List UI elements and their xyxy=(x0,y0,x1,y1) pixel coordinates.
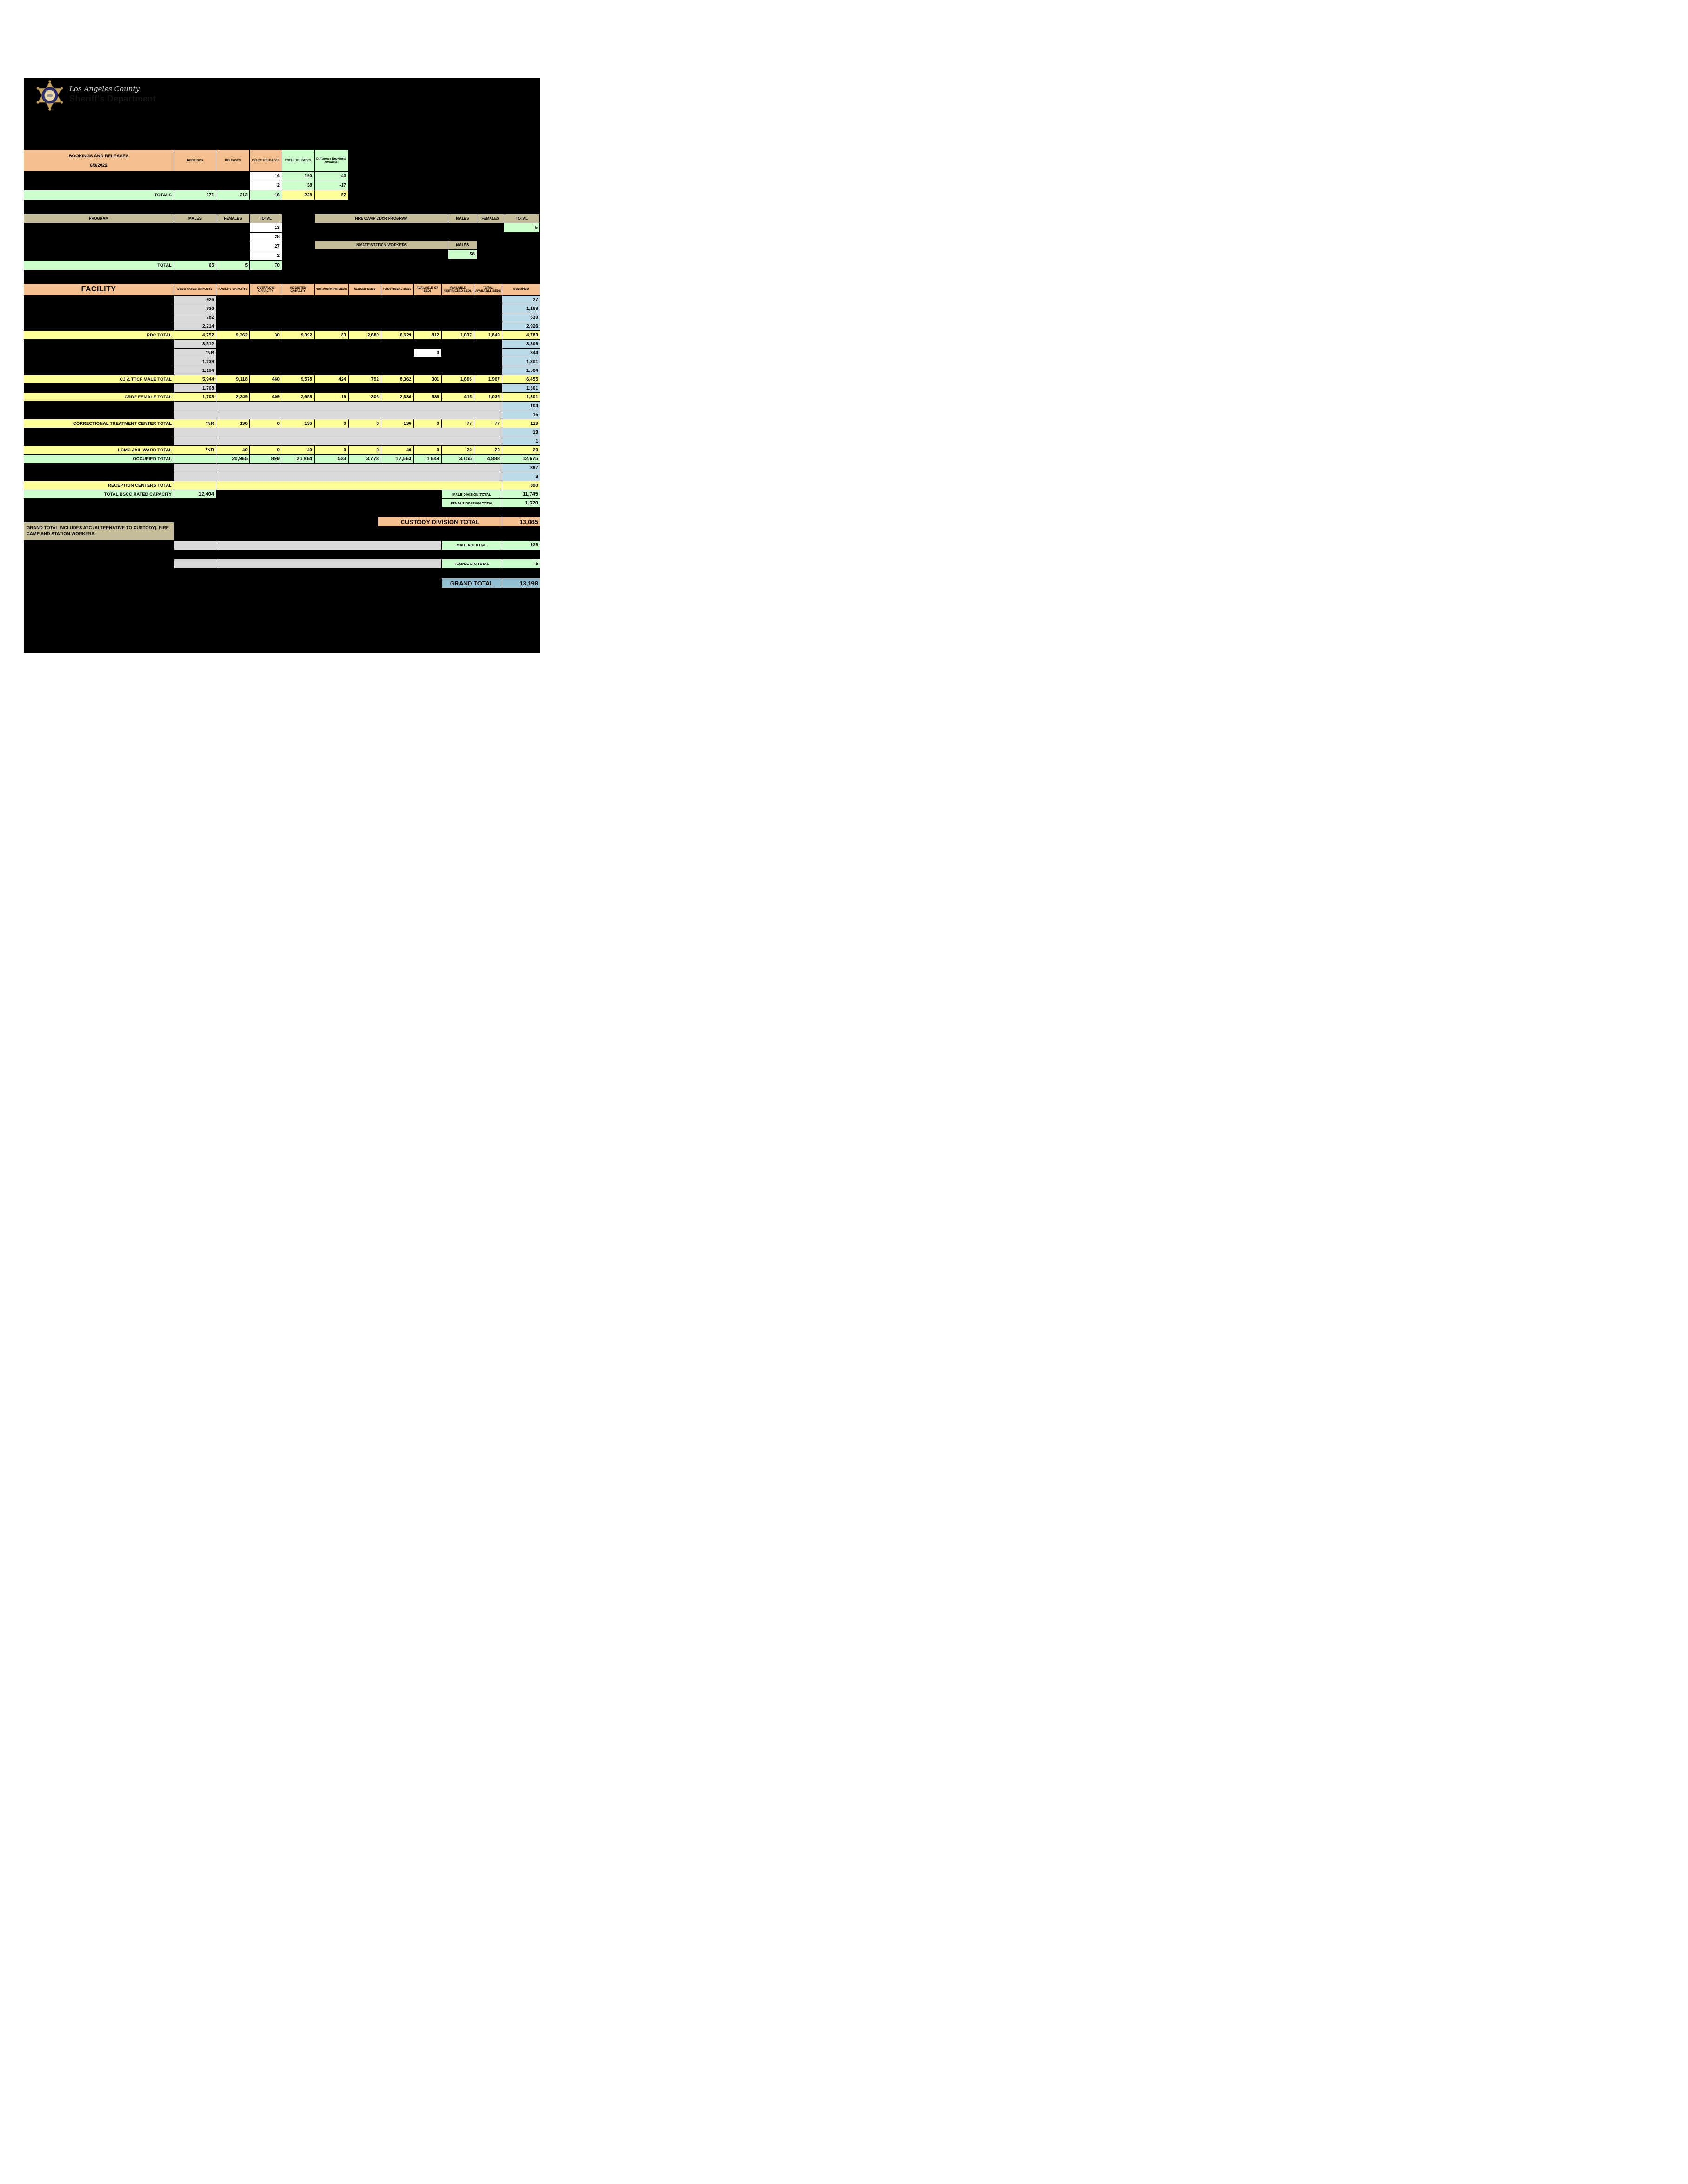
occupied-total-value: 899 xyxy=(250,455,282,463)
col-occupied: OCCUPIED xyxy=(502,284,540,295)
male-atc-total-label: MALE ATC TOTAL xyxy=(442,541,502,550)
bscc-rated-capacity-cell: 2,214 xyxy=(174,322,216,330)
facility-total-value: 0 xyxy=(250,446,282,454)
facility-total-value: 1,037 xyxy=(442,331,474,339)
facility-total-value: 77 xyxy=(442,419,474,428)
facility-total-value: 0 xyxy=(349,446,381,454)
program-totals-row xyxy=(24,261,282,270)
facility-total-value: 40 xyxy=(381,446,413,454)
facility-total-value: 0 xyxy=(315,419,348,428)
bscc-rated-capacity-cell: *NR xyxy=(174,349,216,357)
facility-total-value: 2,680 xyxy=(349,331,381,339)
facility-total-value: 415 xyxy=(442,393,474,401)
facility-row-greyband xyxy=(24,402,540,410)
col-total: TOTAL xyxy=(250,214,282,223)
facility-total-label: PDC TOTAL xyxy=(24,331,174,339)
program-row-total: 2 xyxy=(250,251,282,260)
col-total: TOTAL xyxy=(504,214,539,223)
col-males: MALES xyxy=(448,241,477,249)
occupied-cell: 19 xyxy=(502,428,540,437)
fire-camp-header: FIRE CAMP CDCR PROGRAM xyxy=(315,214,448,223)
facility-row-occupied_total xyxy=(24,455,540,463)
occupied-cell: 1,504 xyxy=(502,366,540,375)
facility-total-value: 306 xyxy=(349,393,381,401)
custody-division-total-row xyxy=(378,517,540,526)
bscc-rated-capacity-cell: 1,194 xyxy=(174,366,216,375)
col-releases: RELEASES xyxy=(216,150,249,171)
col-non-working-beds: NON WORKING BEDS xyxy=(315,284,348,295)
custody-division-total-label: CUSTODY DIVISION TOTAL xyxy=(378,517,502,526)
facility-total-label: CRDF FEMALE TOTAL xyxy=(24,393,174,401)
bscc-rated-capacity-cell: 3,512 xyxy=(174,340,216,348)
fire-camp-row xyxy=(315,223,540,232)
facility-total-value: 460 xyxy=(250,375,282,383)
facility-title: FACILITY xyxy=(24,284,174,295)
facility-total-value: 9,362 xyxy=(216,331,249,339)
occupied-cell: 3 xyxy=(502,472,540,481)
program-row-total: 27 xyxy=(250,242,282,251)
facility-total-value: 6,629 xyxy=(381,331,413,339)
station-workers-row xyxy=(315,250,477,259)
occupied-total-value: 20,965 xyxy=(216,455,249,463)
col-bscc-rated-capacity: BSCC RATED CAPACITY xyxy=(174,284,216,295)
facility-total-value: 196 xyxy=(216,419,249,428)
occupied-cell: 344 xyxy=(502,349,540,357)
grey-band-cell xyxy=(216,428,502,437)
facility-row-data xyxy=(24,340,540,348)
facility-total-value: *NR xyxy=(174,419,216,428)
occupied-cell: 1,301 xyxy=(502,357,540,366)
facility-row-total xyxy=(24,419,540,428)
facility-total-value: 409 xyxy=(250,393,282,401)
bookings-totals-row xyxy=(24,190,349,200)
facility-total-value: 2,249 xyxy=(216,393,249,401)
total-releases-total: 228 xyxy=(282,190,314,200)
grand-total-row xyxy=(442,578,540,588)
facility-row-data xyxy=(24,384,540,392)
facility-total-value: 2,336 xyxy=(381,393,413,401)
registered-mark: ® xyxy=(52,109,54,112)
grand-total-note: GRAND TOTAL INCLUDES ATC (ALTERNATIVE TO CUSTODY), FIRE CAMP AND STATION WORKERS. xyxy=(24,522,174,540)
releases-total: 212 xyxy=(216,190,249,200)
difference-value: -40 xyxy=(315,172,348,181)
bookings-table-title: BOOKINGS AND RELEASES xyxy=(68,153,129,159)
occupied-cell: 1,188 xyxy=(502,304,540,313)
facility-total-value: 1,606 xyxy=(442,375,474,383)
program-total-label: TOTAL xyxy=(24,261,174,270)
facility-row-data xyxy=(24,349,540,357)
bscc-rated-capacity-cell: 926 xyxy=(174,296,216,304)
custody-division-total-value: 13,065 xyxy=(502,517,540,526)
bscc-rated-capacity-cell: 782 xyxy=(174,313,216,322)
facility-row-data xyxy=(24,296,540,304)
male-division-total-value: 11,745 xyxy=(502,490,540,498)
program-females-total: 5 xyxy=(216,261,249,270)
col-bookings: BOOKINGS xyxy=(174,150,216,171)
female-atc-total-value: 5 xyxy=(502,559,540,568)
col-females: FEMALES xyxy=(216,214,249,223)
empty-yellow-cell xyxy=(174,481,216,490)
facility-row-total xyxy=(24,331,540,339)
male-atc-total-value: 128 xyxy=(502,541,540,550)
facility-row-data xyxy=(24,322,540,330)
occupied-cell: 2,926 xyxy=(502,322,540,330)
col-total-available-beds: TOTAL AVAILABLE BEDS xyxy=(474,284,502,295)
agency-name-line2: Sheriff's Department xyxy=(69,94,156,103)
empty-grey-cell xyxy=(174,464,216,472)
facility-total-value: 83 xyxy=(315,331,348,339)
bookings-table-title-cell xyxy=(24,150,174,171)
col-functional-beds: FUNCTIONAL BEDS xyxy=(381,284,413,295)
col-total-releases: TOTAL RELEASES xyxy=(282,150,314,171)
col-available-restricted-beds: AVAILABLE RESTRICTED BEDS xyxy=(442,284,474,295)
facility-total-value: 9,578 xyxy=(282,375,314,383)
facility-total-value: 4,752 xyxy=(174,331,216,339)
col-overflow-capacity: OVERFLOW CAPACITY xyxy=(250,284,282,295)
occupied-cell: 387 xyxy=(502,464,540,472)
grand-total-label: GRAND TOTAL xyxy=(442,578,502,588)
grey-band-cell xyxy=(216,464,502,472)
program-grand-total: 70 xyxy=(250,261,282,270)
male-atc-row xyxy=(174,541,540,550)
occupied-total-label: OCCUPIED TOTAL xyxy=(24,455,174,463)
empty-grey-cell xyxy=(174,472,216,481)
facility-row-data xyxy=(24,366,540,375)
total-releases-value: 38 xyxy=(282,181,314,190)
difference-value: -17 xyxy=(315,181,348,190)
facility-total-value: 16 xyxy=(315,393,348,401)
bscc-rated-capacity-cell: 830 xyxy=(174,304,216,313)
grand-total-value: 13,198 xyxy=(502,578,540,588)
badge-text-top: SHERIFF xyxy=(46,89,54,92)
program-header: PROGRAM xyxy=(24,214,174,223)
occupied-cell: 15 xyxy=(502,410,540,419)
occupied-cell: 639 xyxy=(502,313,540,322)
facility-row-greyband xyxy=(24,472,540,481)
occupied-total-value: 17,563 xyxy=(381,455,413,463)
total-releases-value: 190 xyxy=(282,172,314,181)
program-row xyxy=(24,233,282,242)
facility-total-value: 9,118 xyxy=(216,375,249,383)
facility-total-value: 792 xyxy=(349,375,381,383)
facility-total-label: CORRECTIONAL TREATMENT CENTER TOTAL xyxy=(24,419,174,428)
bscc-rated-capacity-cell: 1,708 xyxy=(174,384,216,392)
facility-total-value: 301 xyxy=(414,375,441,383)
facility-total-value: 4,780 xyxy=(502,331,540,339)
difference-total: -57 xyxy=(315,190,348,200)
program-header-row xyxy=(24,214,282,223)
grey-band-cell xyxy=(216,559,441,568)
facility-row-data xyxy=(24,313,540,322)
facility-total-value: 0 xyxy=(414,419,441,428)
occupied-total-value: 3,155 xyxy=(442,455,474,463)
bookings-total: 171 xyxy=(174,190,216,200)
empty-grey-cell xyxy=(174,541,216,550)
facility-row-bscc_total xyxy=(24,490,540,498)
empty-grey-cell xyxy=(174,437,216,445)
facility-total-value: 20 xyxy=(502,446,540,454)
court-releases-total: 16 xyxy=(250,190,282,200)
facility-row-data xyxy=(24,357,540,366)
facility-total-value: 812 xyxy=(414,331,441,339)
female-division-total-row xyxy=(442,499,540,507)
col-males: MALES xyxy=(448,214,477,223)
custody-report-page xyxy=(0,0,563,728)
reception-centers-label: RECEPTION CENTERS TOTAL xyxy=(24,481,174,490)
facility-total-value: 1,301 xyxy=(502,393,540,401)
badge-text-bottom: LOS ANGELES COUNTY xyxy=(41,100,58,102)
facility-row-total xyxy=(24,446,540,454)
facility-total-value: 5,944 xyxy=(174,375,216,383)
facility-total-value: 196 xyxy=(282,419,314,428)
program-row xyxy=(24,242,282,251)
occupied-cell: 390 xyxy=(502,481,540,490)
bookings-header-row xyxy=(24,150,349,171)
station-workers-header-row xyxy=(315,241,477,249)
grey-band-cell xyxy=(216,541,441,550)
fire-camp-header-row xyxy=(315,214,540,223)
empty-grey-cell xyxy=(174,428,216,437)
bookings-data-row xyxy=(24,181,349,190)
grey-band-cell xyxy=(216,402,502,410)
facility-row-reception xyxy=(24,481,540,490)
program-males-total: 65 xyxy=(174,261,216,270)
col-facility-capacity: FACILITY CAPACITY xyxy=(216,284,249,295)
facility-total-value: 20 xyxy=(442,446,474,454)
facility-row-total xyxy=(24,393,540,401)
facility-total-value: 20 xyxy=(474,446,502,454)
facility-total-label: CJ & TTCF MALE TOTAL xyxy=(24,375,174,383)
col-adjusted-capacity: ADJUSTED CAPACITY xyxy=(282,284,314,295)
bookings-releases-table xyxy=(24,150,349,200)
facility-total-value: 1,907 xyxy=(474,375,502,383)
facility-total-value: 8,362 xyxy=(381,375,413,383)
report-canvas xyxy=(24,78,540,653)
total-bscc-label: TOTAL BSCC RATED CAPACITY xyxy=(24,490,174,498)
program-row-total: 13 xyxy=(250,223,282,232)
occupied-cell: 27 xyxy=(502,296,540,304)
bscc-rated-capacity-cell: 1,238 xyxy=(174,357,216,366)
facility-total-value: 119 xyxy=(502,419,540,428)
total-bscc-value: 12,404 xyxy=(174,490,216,498)
bookings-data-row xyxy=(24,172,349,181)
facility-table xyxy=(24,284,540,499)
facility-total-value: 536 xyxy=(414,393,441,401)
facility-total-value: 0 xyxy=(414,446,441,454)
facility-total-value: 40 xyxy=(282,446,314,454)
facility-row-data xyxy=(24,304,540,313)
bookings-table-date: 6/8/2022 xyxy=(90,162,108,168)
facility-total-value: 2,658 xyxy=(282,393,314,401)
facility-row-greyband xyxy=(24,437,540,445)
agency-logo xyxy=(35,80,268,117)
facility-total-value: 1,849 xyxy=(474,331,502,339)
facility-total-value: 0 xyxy=(349,419,381,428)
facility-total-value: 40 xyxy=(216,446,249,454)
agency-name-line1: Los Angeles County xyxy=(69,85,140,93)
facility-total-label: LCMC JAIL WARD TOTAL xyxy=(24,446,174,454)
facility-header-row xyxy=(24,284,540,295)
facility-total-value: 1,708 xyxy=(174,393,216,401)
occupied-total-value: 523 xyxy=(315,455,348,463)
station-workers-males-value: 58 xyxy=(448,250,477,259)
facility-total-value: 77 xyxy=(474,419,502,428)
yellow-band-cell xyxy=(216,481,502,490)
facility-total-value: *NR xyxy=(174,446,216,454)
empty-green-cell xyxy=(174,455,216,463)
occupied-total-value: 1,649 xyxy=(414,455,441,463)
facility-total-value: 30 xyxy=(250,331,282,339)
col-females: FEMALES xyxy=(477,214,504,223)
facility-row-total xyxy=(24,375,540,383)
facility-total-value: 196 xyxy=(381,419,413,428)
col-closed-beds: CLOSED BEDS xyxy=(349,284,381,295)
occupied-total-value: 21,864 xyxy=(282,455,314,463)
program-table xyxy=(24,214,282,270)
facility-total-value: 424 xyxy=(315,375,348,383)
empty-grey-cell xyxy=(174,402,216,410)
female-division-total-value: 1,320 xyxy=(502,499,540,507)
female-atc-total-label: FEMALE ATC TOTAL xyxy=(442,559,502,568)
facility-total-value: 9,392 xyxy=(282,331,314,339)
fire-camp-table xyxy=(315,214,540,233)
occupied-cell: 104 xyxy=(502,402,540,410)
empty-grey-cell xyxy=(174,559,216,568)
sheriff-badge-icon xyxy=(35,80,65,113)
grey-band-cell xyxy=(216,472,502,481)
facility-total-value: 0 xyxy=(315,446,348,454)
grey-band-cell xyxy=(216,410,502,419)
occupied-total-value: 4,888 xyxy=(474,455,502,463)
program-row xyxy=(24,251,282,260)
station-workers-header: INMATE STATION WORKERS xyxy=(315,241,448,249)
facility-total-value: 0 xyxy=(250,419,282,428)
col-available-gp-beds: AVAILABLE GP BEDS xyxy=(414,284,441,295)
facility-row-greyband xyxy=(24,464,540,472)
fire-camp-total-value: 5 xyxy=(504,223,539,232)
court-releases-value: 14 xyxy=(250,172,282,181)
facility-total-value: 6,455 xyxy=(502,375,540,383)
occupied-total-value: 3,778 xyxy=(349,455,381,463)
occupied-cell: 1,301 xyxy=(502,384,540,392)
station-workers-table xyxy=(315,241,477,259)
grey-band-cell xyxy=(216,437,502,445)
col-difference: Difference Bookings/ Releases xyxy=(315,150,348,171)
occupied-cell: 1 xyxy=(502,437,540,445)
female-division-total-label: FEMALE DIVISION TOTAL xyxy=(442,499,502,507)
male-division-total-label: MALE DIVISION TOTAL xyxy=(442,490,502,498)
facility-row-greyband xyxy=(24,428,540,437)
occupied-total-value: 12,675 xyxy=(502,455,540,463)
available-gp-beds-cell: 0 xyxy=(414,349,441,357)
court-releases-value: 2 xyxy=(250,181,282,190)
col-males: MALES xyxy=(174,214,216,223)
program-row xyxy=(24,223,282,232)
female-atc-row xyxy=(174,559,540,568)
facility-row-greyband xyxy=(24,410,540,419)
col-court-releases: COURT RELEASES xyxy=(250,150,282,171)
facility-total-value: 1,035 xyxy=(474,393,502,401)
totals-label: TOTALS xyxy=(24,190,174,200)
empty-grey-cell xyxy=(174,410,216,419)
program-row-total: 28 xyxy=(250,233,282,242)
occupied-cell: 3,306 xyxy=(502,340,540,348)
facility-table-body xyxy=(24,296,540,498)
